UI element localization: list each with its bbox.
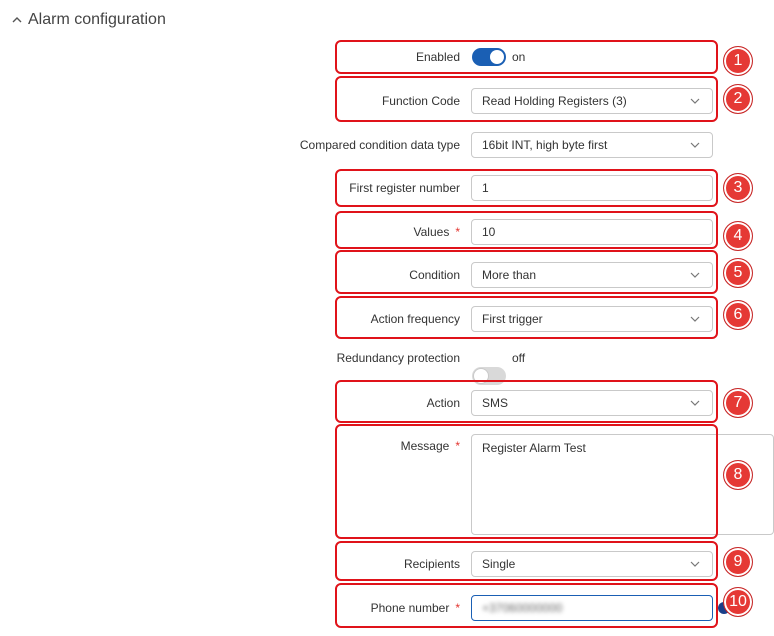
action-frequency-value: First trigger	[482, 312, 543, 326]
highlight-first-register	[335, 169, 718, 207]
badge-4: 4	[723, 221, 753, 251]
badge-7: 7	[723, 388, 753, 418]
action-label: Action	[426, 396, 460, 410]
highlight-phone	[335, 583, 718, 628]
badge-8: 8	[723, 460, 753, 490]
redundancy-state-text: off	[512, 351, 526, 365]
badge-3: 3	[723, 173, 753, 203]
highlight-values	[335, 211, 718, 249]
message-value: Register Alarm Test	[482, 441, 586, 455]
first-register-value: 1	[482, 181, 489, 195]
redundancy-label: Redundancy protection	[336, 351, 460, 365]
compared-type-select[interactable]	[471, 132, 713, 158]
compared-type-value: 16bit INT, high byte first	[482, 138, 608, 152]
compared-type-label: Compared condition data type	[299, 138, 460, 152]
highlight-enabled	[335, 40, 718, 74]
condition-value: More than	[482, 268, 537, 282]
section-header[interactable]	[8, 8, 166, 32]
condition-label: Condition	[409, 268, 460, 282]
values-value: 10	[482, 225, 496, 239]
recipients-value: Single	[482, 557, 516, 571]
section-title: Alarm configuration	[28, 11, 166, 28]
chevron-down-icon	[688, 138, 702, 152]
phone-label-text: Phone number	[370, 601, 450, 615]
badge-5: 5	[723, 258, 753, 288]
highlight-condition	[335, 250, 718, 294]
highlight-function-code	[335, 76, 718, 122]
badge-10: 10	[723, 587, 753, 617]
highlight-action	[335, 380, 718, 423]
enabled-label: Enabled	[415, 50, 460, 64]
required-mark: *	[455, 225, 460, 239]
recipients-label: Recipients	[403, 557, 460, 571]
badge-9: 9	[723, 547, 753, 577]
function-code-label: Function Code	[381, 94, 460, 108]
chevron-up-icon[interactable]	[8, 11, 26, 29]
highlight-message	[335, 424, 718, 539]
phone-value: +37060000000	[482, 601, 563, 615]
enabled-state-text: on	[512, 50, 526, 64]
action-frequency-label: Action frequency	[370, 312, 460, 326]
badge-6: 6	[723, 300, 753, 330]
values-label-text: Values	[413, 225, 450, 239]
required-mark: *	[455, 601, 460, 615]
first-register-label: First register number	[349, 181, 460, 195]
highlight-action-frequency	[335, 296, 718, 339]
message-label-text: Message	[400, 439, 450, 453]
action-value: SMS	[482, 396, 509, 410]
required-mark: *	[455, 439, 460, 453]
highlight-recipients	[335, 541, 718, 581]
badge-1: 1	[723, 46, 753, 76]
badge-2: 2	[723, 84, 753, 114]
function-code-value: Read Holding Registers (3)	[482, 94, 627, 108]
